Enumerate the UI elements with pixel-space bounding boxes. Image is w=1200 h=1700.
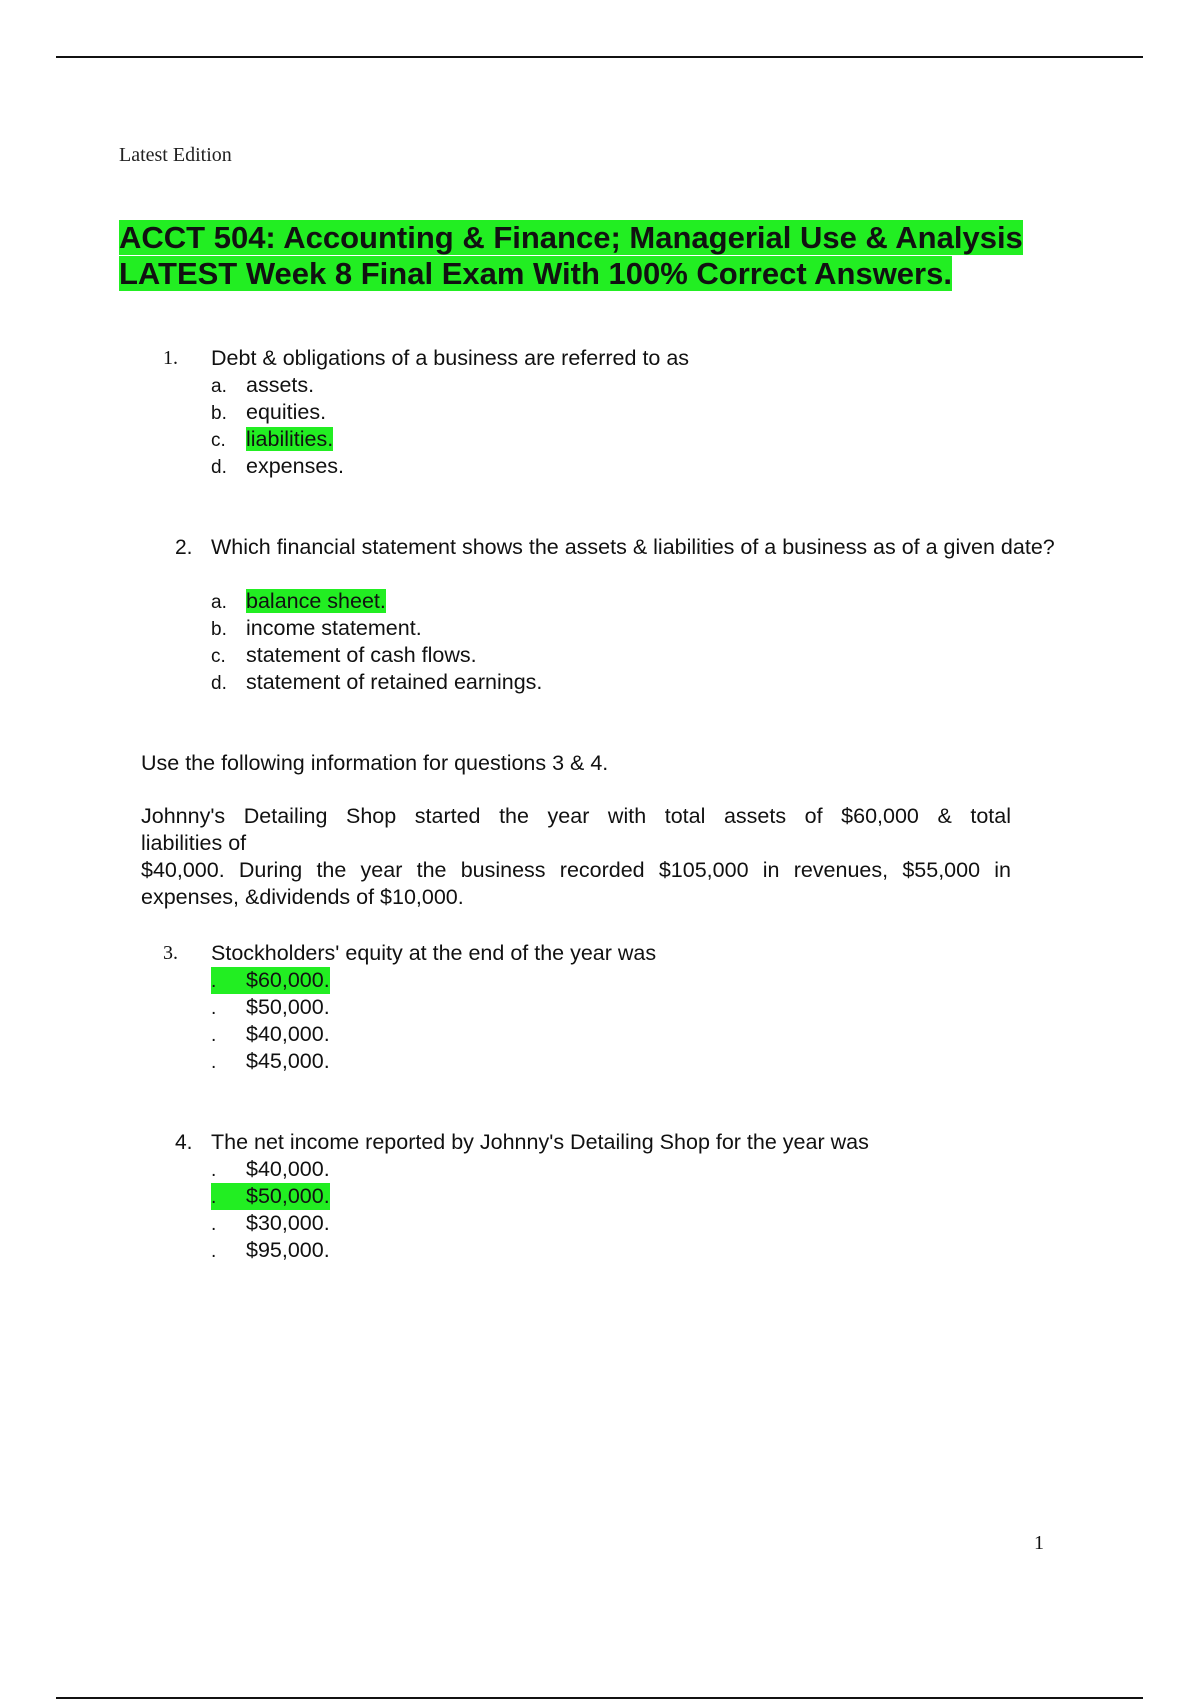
question-number: 4.: [175, 1131, 193, 1154]
question-stem: The net income reported by Johnny's Detailing Shop for the year was: [211, 1130, 869, 1154]
option-d: d. expenses.: [211, 454, 345, 478]
info-intro: Use the following information for questions 3 & 4.: [141, 751, 609, 775]
option-3: . $30,000.: [211, 1211, 330, 1235]
info-line-4: expenses, &dividends of $10,000.: [141, 885, 464, 909]
option-2-correct: . $50,000.: [211, 1184, 330, 1208]
option-b: b. income statement.: [211, 616, 422, 640]
option-4: . $45,000.: [211, 1049, 330, 1073]
question-number: 2.: [175, 536, 193, 559]
option-a: a. assets.: [211, 373, 315, 397]
option-b: b. equities.: [211, 400, 327, 424]
document-title: [119, 220, 1079, 292]
info-line-1: Johnny's Detailing Shop started the year with total assets of $60,000 & total: [141, 804, 1011, 828]
option-4: . $95,000.: [211, 1238, 330, 1262]
option-c-correct: c. liabilities.: [211, 427, 334, 451]
option-d: d. statement of retained earnings.: [211, 670, 543, 694]
option-1: . $40,000.: [211, 1157, 330, 1181]
bottom-rule: [56, 1697, 1143, 1699]
option-1-correct: . $60,000.: [211, 968, 330, 992]
option-3: . $40,000.: [211, 1022, 330, 1046]
question-stem: Stockholders' equity at the end of the year was: [211, 941, 657, 965]
top-rule: [56, 56, 1143, 58]
option-a-correct: a. balance sheet.: [211, 589, 386, 613]
document-header: Latest Edition: [119, 144, 232, 166]
page-number: 1: [1034, 1532, 1044, 1554]
option-2: . $50,000.: [211, 995, 330, 1019]
title-line-2: LATEST Week 8 Final Exam With 100% Correct Answers.: [119, 256, 952, 291]
question-stem: Which financial statement shows the assets & liabilities of a business as of a given date?: [211, 535, 1055, 559]
question-stem: Debt & obligations of a business are referred to as: [211, 346, 690, 370]
option-c: c. statement of cash flows.: [211, 643, 477, 667]
info-line-3: $40,000. During the year the business recorded $105,000 in revenues, $55,000 in: [141, 858, 1011, 882]
info-line-2: liabilities of: [141, 831, 247, 855]
question-number: 1.: [163, 347, 178, 369]
question-number: 3.: [163, 942, 178, 964]
title-line-1: ACCT 504: Accounting & Finance; Managerial Use & Analysis: [119, 220, 1023, 255]
